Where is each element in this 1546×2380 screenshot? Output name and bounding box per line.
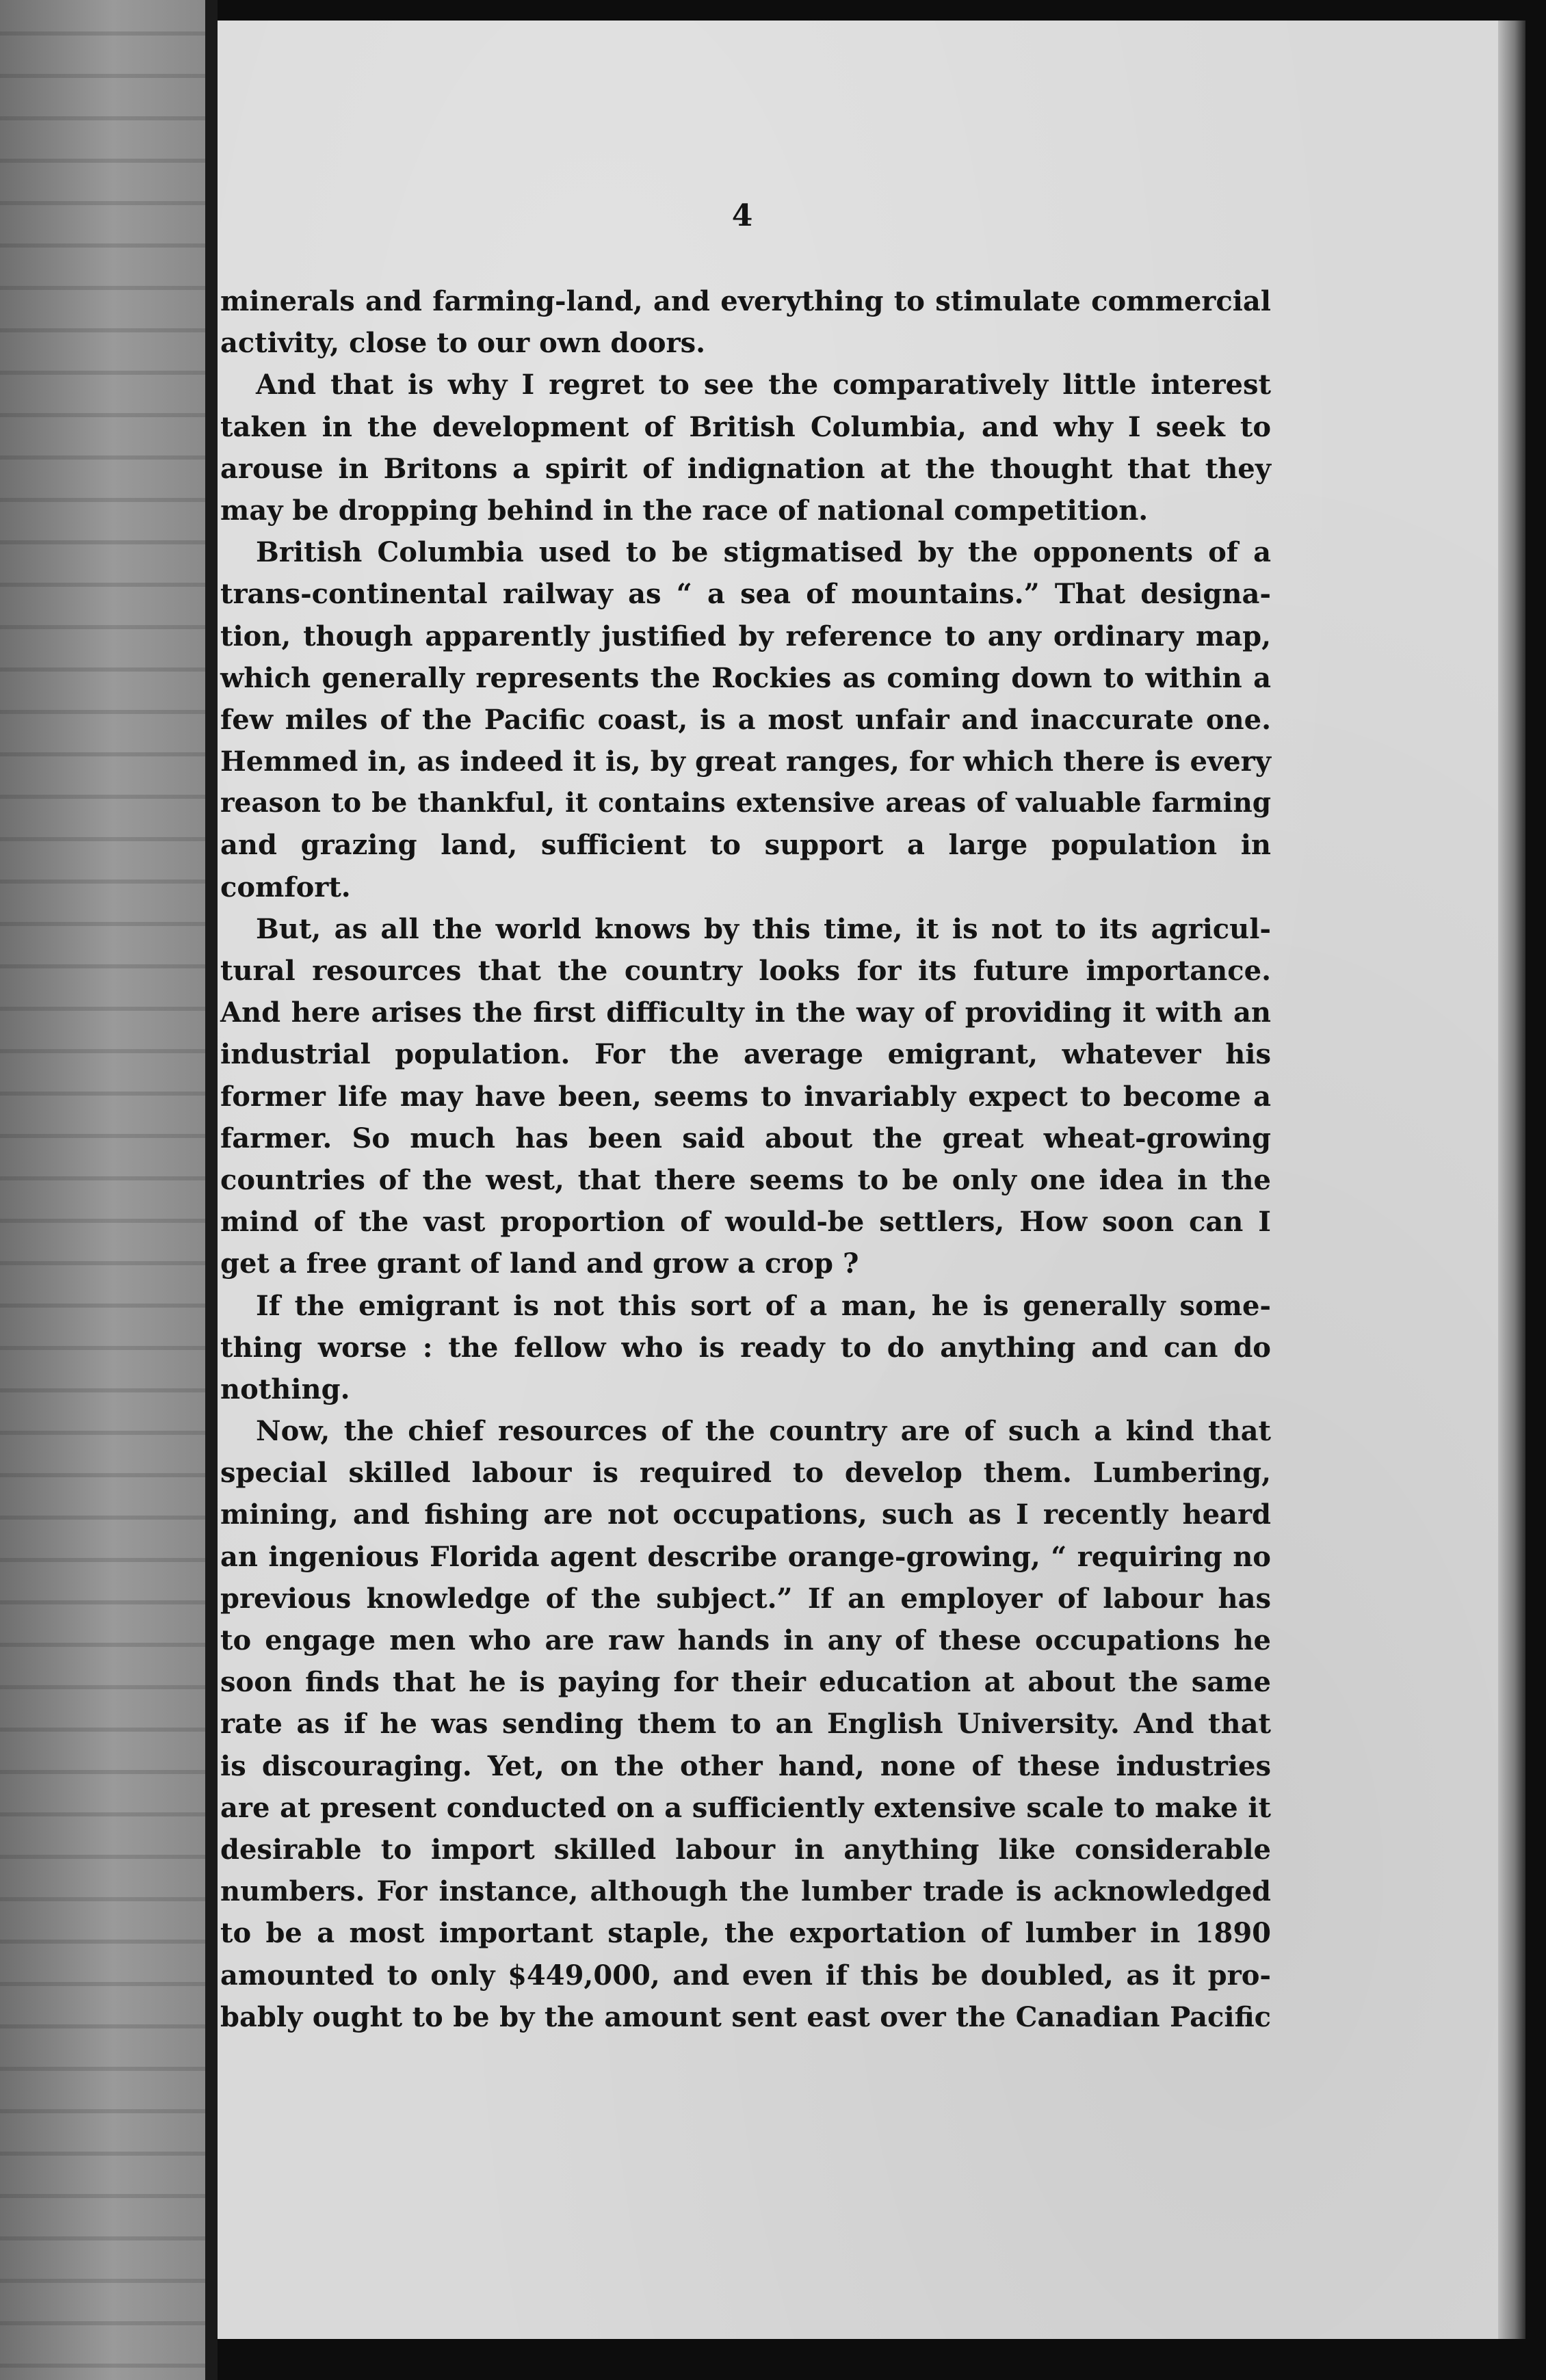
page-number: 4 bbox=[731, 198, 753, 233]
text-line: which generally represents the Rockies as coming down to within a bbox=[220, 661, 1271, 694]
text-line: special skilled labour is required to develop them. Lumbering, bbox=[220, 1457, 1271, 1490]
text-line: rate as if he was sending them to an English University. And that bbox=[220, 1708, 1271, 1741]
page-right-edge bbox=[1498, 21, 1525, 2339]
text-line: soon finds that he is paying for their education at about the same bbox=[220, 1666, 1271, 1699]
text-line: farmer. So much has been said about the great wheat-growing bbox=[220, 1122, 1271, 1154]
text-line: amounted to only $449,000, and even if this be doubled, as it pro- bbox=[220, 1959, 1271, 1992]
text-line: reason to be thankful, it contains extensive areas of valuable farming bbox=[220, 787, 1271, 819]
text-line: taken in the development of British Columbia, and why I seek to bbox=[220, 410, 1271, 443]
text-line: previous knowledge of the subject.” If an employer of labour has bbox=[220, 1582, 1271, 1615]
text-line: comfort. bbox=[220, 871, 351, 903]
text-line: If the emigrant is not this sort of a man, he is generally some- bbox=[256, 1289, 1271, 1322]
text-line: numbers. For instance, although the lumber trade is acknowledged bbox=[220, 1875, 1271, 1908]
text-line: minerals and farming-land, and everything to stimulate commercial bbox=[220, 285, 1271, 317]
text-line: and grazing land, sufficient to support a large population in bbox=[220, 829, 1271, 862]
text-line: an ingenious Florida agent describe orange-growing, “ requiring no bbox=[220, 1540, 1271, 1573]
text-line: is discouraging. Yet, on the other hand, none of these industries bbox=[220, 1749, 1271, 1782]
text-line: industrial population. For the average emigrant, whatever his bbox=[220, 1038, 1271, 1071]
facing-page-edge bbox=[0, 0, 205, 2380]
text-line: But, as all the world knows by this time, it is not to its agricul- bbox=[256, 912, 1271, 945]
text-line: arouse in Britons a spirit of indignation at the thought that they bbox=[220, 452, 1271, 485]
binding-gutter bbox=[205, 0, 218, 2380]
text-line: get a free grant of land and grow a crop ? bbox=[220, 1247, 859, 1280]
facing-page-bleed bbox=[0, 0, 205, 2380]
text-line: are at present conducted on a sufficiently extensive scale to make it bbox=[220, 1791, 1271, 1824]
text-line: to engage men who are raw hands in any of these occupations he bbox=[220, 1624, 1271, 1656]
text-line: British Columbia used to be stigmatised by the opponents of a bbox=[256, 536, 1271, 569]
text-line: former life may have been, seems to invariably expect to become a bbox=[220, 1080, 1271, 1113]
text-line: activity, close to our own doors. bbox=[220, 327, 706, 360]
text-line: Hemmed in, as indeed it is, by great ranges, for which there is every bbox=[220, 745, 1271, 778]
text-line: to be a most important staple, the exportation of lumber in 1890 bbox=[220, 1917, 1271, 1950]
text-line: bably ought to be by the amount sent east over the Canadian Pacific bbox=[220, 2000, 1271, 2033]
text-line: desirable to import skilled labour in anything like considerable bbox=[220, 1833, 1271, 1866]
text-line: mind of the vast proportion of would-be settlers, How soon can I bbox=[220, 1206, 1271, 1239]
text-line: countries of the west, that there seems to be only one idea in the bbox=[220, 1163, 1271, 1196]
text-line: tural resources that the country looks for its future importance. bbox=[220, 955, 1271, 987]
text-line: And here arises the first difficulty in the way of providing it with an bbox=[220, 996, 1271, 1029]
text-line: trans-continental railway as “ a sea of mountains.” That designa- bbox=[220, 578, 1271, 611]
text-line: thing worse : the fellow who is ready to do anything and can do bbox=[220, 1331, 1271, 1364]
text-line: Now, the chief resources of the country are of such a kind that bbox=[256, 1415, 1271, 1448]
body-text bbox=[220, 280, 1271, 2038]
text-line: few miles of the Pacific coast, is a most unfair and inaccurate one. bbox=[220, 703, 1271, 736]
text-line: mining, and fishing are not occupations, such as I recently heard bbox=[220, 1498, 1271, 1531]
text-line: nothing. bbox=[220, 1373, 350, 1405]
text-line: may be dropping behind in the race of national competition. bbox=[220, 494, 1149, 527]
text-line: tion, though apparently justified by reference to any ordinary map, bbox=[220, 620, 1271, 652]
text-line: And that is why I regret to see the comparatively little interest bbox=[256, 369, 1271, 401]
